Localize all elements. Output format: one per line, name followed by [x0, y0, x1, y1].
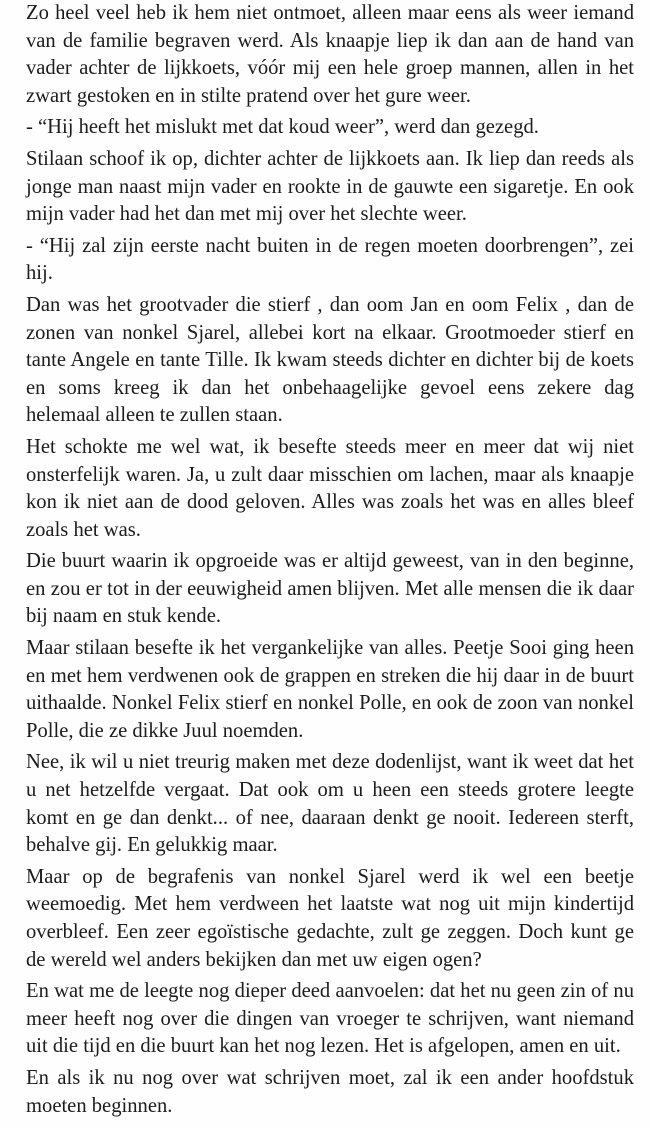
paragraph: Nee, ik wil u niet treurig maken met deze dodenlijst, want ik weet dat het u net hetzelfde vergaat. Dat ook om u heen een steeds grotere leegte komt en ge dan denkt... of nee, daaraan denkt ge nooit. Iedereen sterft, behalve gij. En gelukkig maar. — [26, 751, 634, 857]
dialogue-line: - “Hij heeft het mislukt met dat koud weer”, werd dan gezegd. — [26, 116, 539, 139]
paragraph: Die buurt waarin ik opgroeide was er altijd geweest, van in den beginne, en zou er tot in der eeuwigheid amen blijven. Met alle mensen die ik daar bij naam en stuk kende. — [26, 550, 634, 628]
paragraph: Maar stilaan besefte ik het vergankelijke van alles. Peetje Sooi ging heen en met hem verdwenen ook de grappen en streken die hij daar in de buurt uithaalde. Nonkel Felix stierf en nonkel Polle, en ook de zoon van nonkel Polle, die ze dikke Juul noemden. — [26, 637, 634, 742]
paragraph: Maar op de begrafenis van nonkel Sjarel werd ik wel een beetje weemoedig. Met hem verdween het laatste wat nog uit mijn kindertijd overbleef. Een zeer egoïstische gedachte, zult ge zeggen. Doch kunt ge de wereld wel anders bekijken dan met uw eigen ogen? — [26, 865, 634, 971]
dialogue-line: - “Hij zal zijn eerste nacht buiten in de regen moeten doorbrengen”, zei hij. — [26, 234, 634, 285]
paragraph: Het schokte me wel wat, ik besefte steeds meer en meer dat wij niet onsterfelijk waren. Ja, u zult daar misschien om lachen, maar als knaapje kon ik niet aan de dood geloven. Alles was zoals het was en alles bleef zoals het was. — [26, 435, 634, 541]
paragraph: Zo heel veel heb ik hem niet ontmoet, alleen maar eens als weer iemand van de familie begraven werd. Als knaapje liep ik dan aan de hand van vader achter de lijkkoets, vóór mij een hele groep mannen, allen in het zwart gestoken en in stilte pratend over het gure weer. — [26, 2, 634, 107]
paragraph: En als ik nu nog over wat schrijven moet, zal ik een ander hoofdstuk moeten beginnen. — [26, 1066, 634, 1117]
paragraph: Dan was het grootvader die stierf , dan oom Jan en oom Felix , dan de zonen van nonkel Sjarel, allebei kort na elkaar. Grootmoeder stierf en tante Angele en tante Tille. Ik kwam steeds dichter en dichter bij de koets en soms kreeg ik dan het onbehaagelijke gevoel eens zekere dag helemaal alleen te zullen staan. — [26, 293, 634, 427]
paragraph: Stilaan schoof ik op, dichter achter de lijkkoets aan. Ik liep dan reeds als jonge man naast mijn vader en rookte in de gauwte een sigaretje. En ook mijn vader had het dan met mij over het slechte weer. — [26, 147, 634, 226]
paragraph: En wat me de leegte nog dieper deed aanvoelen: dat het nu geen zin of nu meer heeft nog over die dingen van vroeger te schrijven, want niemand uit die tijd en die buurt kan het nog lezen. Het is afgelopen, amen en uit. — [26, 980, 634, 1058]
body-text — [26, 0, 634, 1124]
